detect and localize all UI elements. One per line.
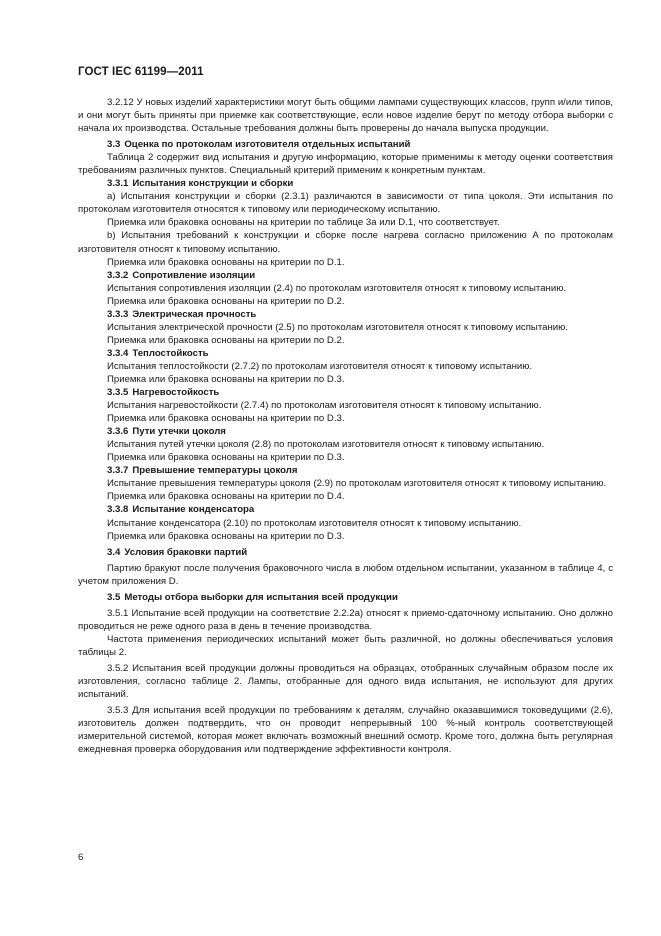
document-header: ГОСТ IEC 61199—2011: [78, 66, 204, 78]
section-number: 3.3.2: [107, 269, 129, 281]
paragraph: Приемка или браковка основаны на критерии по D.3.: [107, 373, 345, 385]
paragraph: а) Испытания конструкции и сборки (2.3.1) различаются в зависимости от типа цоколя. Эти испытания по протоколам изготовителя относятся к типовому или периодическому испытанию.: [78, 191, 613, 216]
section-heading: [78, 138, 613, 151]
document-body: [78, 96, 613, 756]
section-heading: [78, 464, 613, 477]
section-title: Электрическая прочность: [132, 308, 257, 320]
section-number: 3.3: [107, 139, 121, 151]
section-number: 3.3.5: [107, 387, 129, 399]
section-heading: [78, 386, 613, 399]
paragraph: Испытания электрической прочности (2.5) по протоколам изготовителя относят к типовому испытанию.: [107, 321, 568, 333]
section-heading: [78, 269, 613, 282]
section-heading: [78, 308, 613, 321]
paragraph: Приемка или браковка основаны на критерии по таблице 3а или D.1, что соответствует.: [107, 217, 500, 229]
paragraph: 3.2.12 У новых изделий характеристики могут быть общими лампами существующих классов, групп и/или типов, и они могут быть приняты при приемке как соответствующие, если новое изделие берут по методу отбора выборки с начала их производства. Остальные требования должны быть проверены до начала выпуска продукции.: [78, 97, 613, 135]
section-title: Сопротивление изоляции: [132, 269, 256, 281]
paragraph: 3.5.2 Испытания всей продукции должны проводиться на образцах, отобранных случайным образом после их изготовления, согласно таблице 2. Лампы, отобранные для одного вида испытания, не используют для других испытаний.: [78, 662, 613, 701]
paragraph: Испытания нагревостойкости (2.7.4) по протоколам изготовителя относят к типовому испытанию.: [107, 400, 542, 412]
section-heading: [78, 503, 613, 516]
paragraph: Таблица 2 содержит вид испытания и другую информацию, которые применимы к методу оценки соответствия требованиям различных пунктов. Специальный критерий применим к конкретным пунктам.: [78, 152, 613, 177]
paragraph: 3.5.1 Испытание всей продукции на соответствие 2.2.2а) относят к приемо-сдаточному испытанию. Оно должно проводиться не реже одного раза в день в течение производства.: [78, 607, 613, 632]
section-number: 3.3.1: [107, 178, 129, 190]
section-title: Испытания конструкции и сборки: [132, 178, 294, 190]
section-number: 3.3.7: [107, 465, 129, 477]
section-title: Теплостойкость: [132, 347, 209, 359]
section-number: 3.3.4: [107, 347, 129, 359]
section-number: 3.4: [107, 546, 121, 558]
paragraph: Испытания теплостойкости (2.7.2) по протоколам изготовителя относят к типовому испытанию.: [107, 360, 533, 372]
paragraph: b) Испытания требований к конструкции и сборке после нагрева согласно приложению А по протоколам изготовителя относят к типовому испытанию.: [78, 230, 613, 255]
section-title: Испытание конденсатора: [132, 504, 255, 516]
section-heading: [78, 591, 613, 604]
section-heading: [78, 347, 613, 360]
paragraph: Частота применения периодических испытаний может быть различной, но должны обеспечиваться условия таблицы 2.: [78, 633, 613, 658]
section-title: Оценка по протоколам изготовителя отдельных испытаний: [124, 139, 411, 151]
section-number: 3.3.6: [107, 426, 129, 438]
section-heading: [78, 546, 613, 559]
section-title: Пути утечки цоколя: [132, 426, 226, 438]
paragraph: Приемка или браковка основаны на критерии по D.1.: [107, 256, 345, 268]
paragraph: Приемка или браковка основаны на критерии по D.2.: [107, 334, 345, 346]
paragraph: Приемка или браковка основаны на критерии по D.3.: [107, 530, 345, 542]
paragraph: Приемка или браковка основаны на критерии по D.2.: [107, 295, 345, 307]
section-title: Превышение температуры цоколя: [132, 465, 298, 477]
section-number: 3.3.3: [107, 308, 129, 320]
paragraph: Испытание превышения температуры цоколя (2.9) по протоколам изготовителя относят к типовому испытанию.: [107, 478, 607, 490]
section-number: 3.5: [107, 591, 121, 603]
section-number: 3.3.8: [107, 504, 129, 516]
page-number: 6: [78, 852, 84, 863]
section-title: Методы отбора выборки для испытания всей продукции: [124, 591, 398, 603]
section-heading: [78, 177, 613, 190]
section-heading: [78, 425, 613, 438]
section-title: Нагревостойкость: [132, 387, 220, 399]
paragraph: Испытания сопротивления изоляции (2.4) по протоколам изготовителя относят к типовому испытанию.: [107, 282, 567, 294]
paragraph: Приемка или браковка основаны на критерии по D.3.: [107, 413, 345, 425]
paragraph: Приемка или браковка основаны на критерии по D.3.: [107, 452, 345, 464]
paragraph: Испытание конденсатора (2.10) по протоколам изготовителя относят к типовому испытанию.: [107, 517, 522, 529]
paragraph: Испытания путей утечки цоколя (2.8) по протоколам изготовителя относят к типовому испытанию.: [107, 439, 545, 451]
paragraph: Партию бракуют после получения браковочного числа в любом отдельном испытании, указанном в таблице 4, с учетом приложения D.: [78, 562, 613, 587]
paragraph: 3.5.3 Для испытания всей продукции по требованиям к деталям, случайно оказавшимися токоведущими (2.6), изготовитель должен подтвердить, что он проводит непрерывный 100 %-ный контроль соответствующей измерительной системой, которая может включать возможный внешний осмотр. Кроме того, должна быть регулярная ежедневная проверка оборудования или подтверждение эффективности контроля.: [78, 705, 613, 756]
paragraph: Приемка или браковка основаны на критерии по D.4.: [107, 491, 345, 503]
section-title: Условия браковки партий: [124, 546, 248, 558]
